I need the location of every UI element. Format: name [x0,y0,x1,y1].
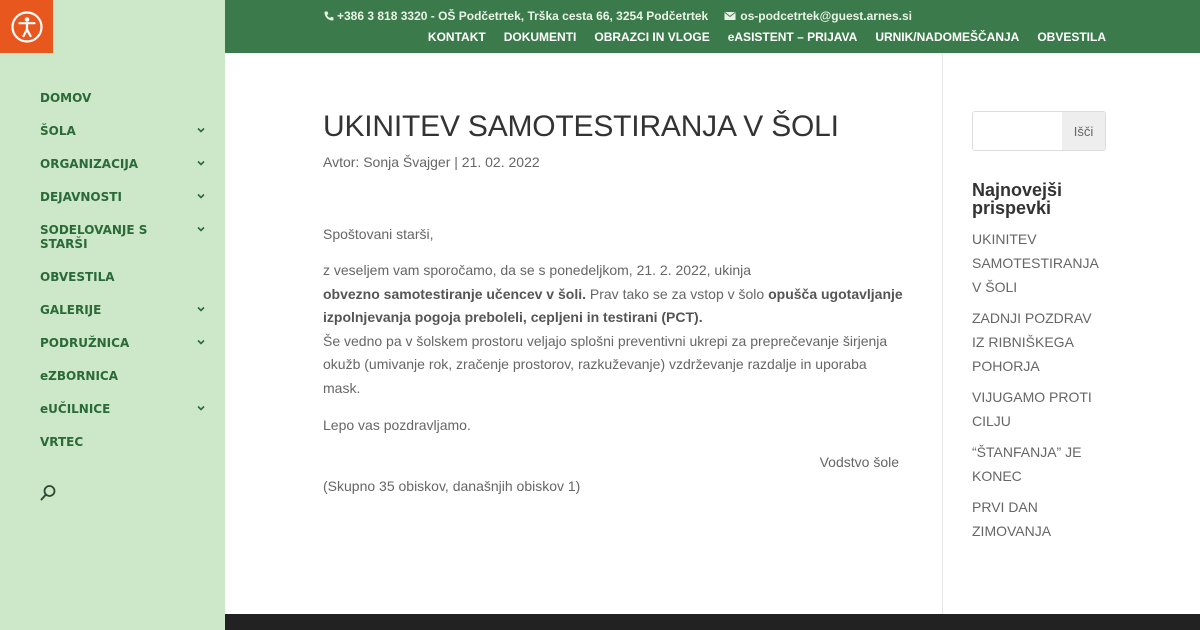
nav-item-sola[interactable]: ŠOLA [40,121,210,154]
left-sidebar [0,0,225,630]
search-input[interactable] [973,112,1062,150]
top-header [225,0,1200,53]
email-link[interactable] [724,9,912,23]
phone-icon [323,10,335,22]
body-text-e: Še vedno pa v šolskem prostoru veljajo splošni preventivni ukrepi za preprečevanje širjenja okužb (umivanje rok, zračenje prostorov, razkuževanje) vzdrževanje razdalje in uporaba mask. [323,332,888,396]
post-content [323,222,903,498]
post-date: 21. 02. 2022 [461,154,540,170]
recent-post-link[interactable]: “ŠTANFANJA” JE KONEC [972,444,1082,484]
recent-post-link[interactable]: VIJUGAMO PROTI CILJU [972,389,1092,429]
post-meta [323,154,903,170]
mail-icon [724,10,736,22]
search-form [972,111,1106,151]
meta-separator: | [454,154,458,170]
post-article [323,108,903,511]
body-text-c: Prav tako se za vstop v šolo [586,285,769,302]
recent-post-link[interactable]: PRVI DAN ZIMOVANJA [972,499,1052,539]
recent-post-link[interactable]: ZADNJI POZDRAV IZ RIBNIŠKEGA POHORJA [972,310,1092,374]
footer-bar [225,614,1200,630]
closing: Lepo vas pozdravljamo. [323,417,471,433]
content-divider [942,53,943,614]
phone-address: +386 3 818 3320 - OŠ Podčetrtek, Trška cesta 66, 3254 Podčetrtek [337,9,709,23]
nav-item-sodelovanje[interactable]: SODELOVANJE S STARŠI [40,220,155,267]
greeting: Spoštovani starši, [323,226,434,242]
top-nav [428,30,1106,44]
nav-item-dejavnosti[interactable]: DEJAVNOSTI [40,187,210,220]
topnav-obvestila[interactable]: OBVESTILA [1037,30,1106,44]
visit-counter: (Skupno 35 obiskov, današnjih obiskov 1) [323,478,581,494]
author-link[interactable]: Sonja Švajger [363,154,451,170]
nav-item-obvestila[interactable]: OBVESTILA [40,270,115,284]
nav-item-ezbornica[interactable]: eZBORNICA [40,369,119,383]
accessibility-icon [10,10,44,44]
author-prefix: Avtor: [323,154,360,170]
body-text-a: z veseljem vam sporočamo, da se s ponedeljkom, 21. 2. 2022, ukinja [323,262,752,278]
body-bold-d: opušča ugotavljanje izpolnjevanja pogoja preboleli, cepljeni in testirani (PCT). [323,285,903,325]
post-title: UKINITEV SAMOTESTIRANJA V ŠOLI [323,110,839,143]
chevron-down-icon[interactable] [196,191,206,201]
nav-item-organizacija[interactable]: ORGANIZACIJA [40,154,210,187]
topnav-dokumenti[interactable]: DOKUMENTI [503,30,577,44]
signature: Vodstvo šole [819,454,899,470]
accessibility-button[interactable] [0,0,53,53]
body-paragraph [323,259,903,400]
chevron-down-icon[interactable] [196,125,206,135]
recent-posts-title: Najnovejši prispevki [972,180,1063,218]
nav-item-podruznica[interactable]: PODRUŽNICA [40,333,210,366]
body-bold-b: obvezno samotestiranje učencev v šoli. [323,285,586,302]
topnav-kontakt[interactable]: KONTAKT [427,30,486,44]
nav-item-domov[interactable]: DOMOV [40,91,92,105]
chevron-down-icon[interactable] [196,158,206,168]
recent-post-link[interactable]: UKINITEV SAMOTESTIRANJA V ŠOLI [972,231,1099,295]
search-icon[interactable] [39,484,57,502]
recent-posts-list [972,227,1106,543]
nav-item-eucilnice[interactable]: eUČILNICE [40,399,210,432]
topnav-easistent[interactable]: eASISTENT – PRIJAVA [727,30,858,44]
topnav-urnik[interactable]: URNIK/NADOMEŠČANJA [875,30,1020,44]
chevron-down-icon[interactable] [196,403,206,413]
chevron-down-icon[interactable] [196,224,206,234]
chevron-down-icon[interactable] [196,337,206,347]
email-text: os-podcetrtek@guest.arnes.si [740,9,912,23]
nav-item-galerije[interactable]: GALERIJE [40,300,210,333]
contact-info [323,9,912,23]
chevron-down-icon[interactable] [196,304,206,314]
nav-item-vrtec[interactable]: VRTEC [40,435,84,449]
right-sidebar [972,111,1106,550]
search-button[interactable]: Išči [1062,112,1105,150]
main-nav [40,88,210,465]
topnav-obrazci[interactable]: OBRAZCI IN VLOGE [594,30,710,44]
